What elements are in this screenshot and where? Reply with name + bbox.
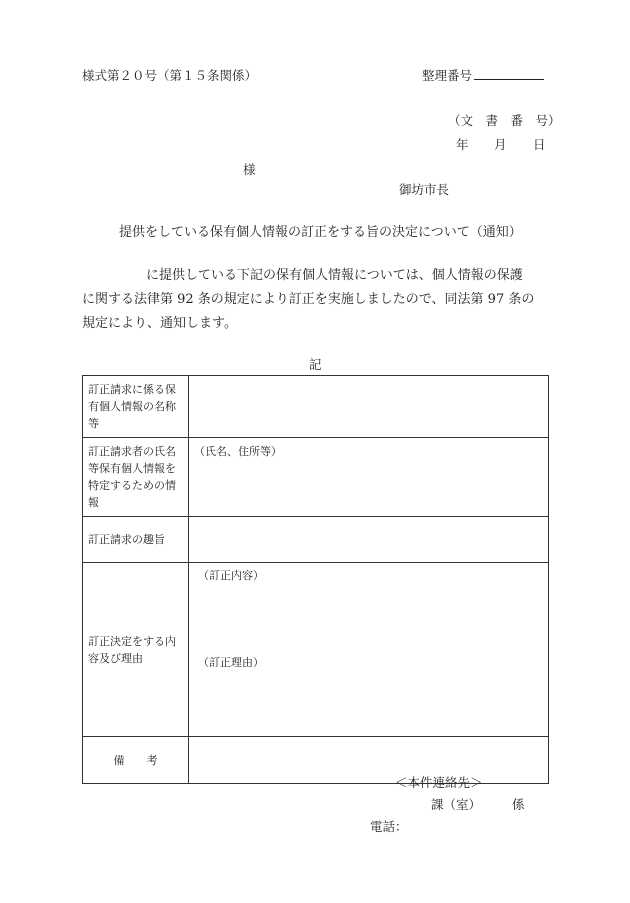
row-value-purpose[interactable] bbox=[189, 517, 549, 563]
correction-content-label: （訂正内容） bbox=[198, 569, 264, 582]
table-row bbox=[83, 517, 549, 563]
ki-heading: 記 bbox=[309, 357, 322, 372]
table-row bbox=[83, 376, 549, 438]
body-line-1: に提供している下記の保有個人情報については、個人情報の保護 bbox=[146, 268, 523, 283]
notice-table bbox=[82, 375, 549, 784]
correction-reason-label: （訂正理由） bbox=[198, 656, 264, 669]
body-line-3: 規定により、通知します。 bbox=[82, 316, 237, 331]
contact-phone: 電話： bbox=[370, 819, 408, 834]
row-label-decision: 訂正決定をする内 容及び理由 bbox=[83, 563, 189, 737]
seiri-blank-line bbox=[474, 69, 544, 80]
date-year: 年 bbox=[456, 137, 469, 152]
contact-kakari: 係 bbox=[512, 797, 525, 812]
body-line-2: に関する法律第 92 条の規定により訂正を実施しましたので、同法第 97 条の bbox=[82, 292, 535, 307]
form-number: 様式第２０号（第１５条関係） bbox=[82, 68, 258, 83]
addressee-suffix: 様 bbox=[243, 162, 256, 177]
row-label-item-name: 訂正請求に係る保 有個人情報の名称 等 bbox=[83, 376, 189, 438]
row-value-requester[interactable]: （氏名、住所等） bbox=[189, 438, 549, 517]
seiri-label: 整理番号 bbox=[422, 68, 473, 83]
doc-number: （文 書 番 号） bbox=[448, 113, 561, 128]
sender: 御坊市長 bbox=[399, 182, 450, 197]
document-title: 提供をしている保有個人情報の訂正をする旨の決定について（通知） bbox=[119, 225, 522, 240]
contact-heading: ＜本件連絡先＞ bbox=[395, 775, 483, 790]
row-value-decision[interactable] bbox=[189, 563, 549, 737]
date-day: 日 bbox=[533, 137, 546, 152]
table-row bbox=[83, 438, 549, 517]
row-label-purpose: 訂正請求の趣旨 bbox=[83, 517, 189, 563]
row-label-requester: 訂正請求者の氏名 等保有個人情報を 特定するための情 報 bbox=[83, 438, 189, 517]
date-month: 月 bbox=[494, 137, 507, 152]
table-row bbox=[83, 563, 549, 737]
row-label-remarks: 備 考 bbox=[83, 737, 189, 784]
contact-ka: 課（室） bbox=[431, 797, 482, 812]
row-value-item-name[interactable] bbox=[189, 376, 549, 438]
row-value-remarks[interactable] bbox=[189, 737, 549, 784]
seiri-number bbox=[422, 66, 544, 84]
